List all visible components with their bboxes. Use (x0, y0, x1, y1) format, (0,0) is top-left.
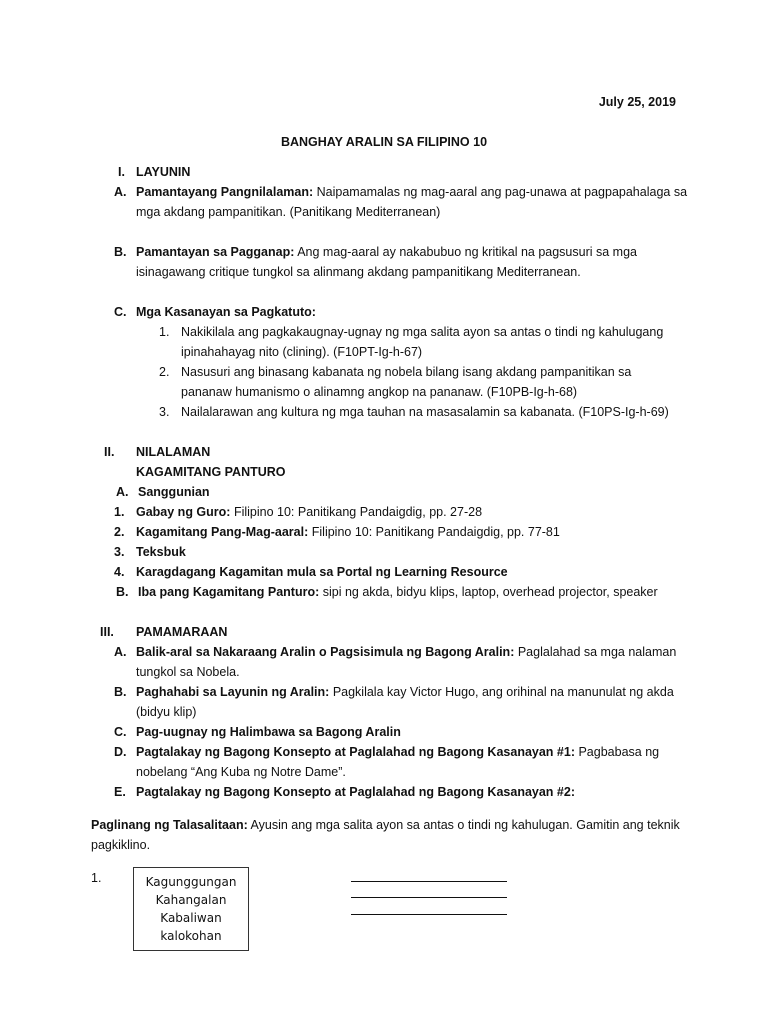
vocabulary-line1 (91, 815, 680, 835)
competency-3-number: 3. (159, 405, 170, 419)
procedure-d-text: Pagbabasa ng (578, 745, 660, 759)
procedure-d-title: Pagtalakay ng Bagong Konsepto at Paglalahad ng Bagong Kasanayan #1: (136, 745, 575, 759)
procedure-b-line1 (136, 682, 674, 702)
answer-blank-3[interactable] (351, 914, 507, 915)
section-1-heading: LAYUNIN (136, 165, 191, 179)
procedure-b-text: Pagkilala kay Victor Hugo, ang orihinal na manunulat ng akda (332, 685, 674, 699)
resource-1-text: Filipino 10: Panitikang Pandaigdig, pp. 27-28 (233, 505, 483, 519)
resource-1-title: Gabay ng Guro: (136, 505, 231, 519)
objective-a-title: Pamantayang Pangnilalaman: (136, 185, 314, 199)
competency-1-line2: ipinahahayag nito (clining). (F10PT-Ig-h-67) (181, 345, 423, 359)
resource-3-number: 3. (114, 545, 125, 559)
objective-b-label: B. (114, 245, 127, 259)
competency-1-line1: Nakikilala ang pagkakaugnay-ugnay ng mga salita ayon sa antas o tindi ng kahulugang (181, 325, 664, 339)
answer-blank-2[interactable] (351, 897, 507, 898)
vocabulary-line2: pagkiklino. (91, 838, 151, 852)
word-2: Kahangalan (155, 893, 227, 907)
answer-blank-1[interactable] (351, 881, 507, 882)
procedure-e-label: E. (114, 785, 126, 799)
objective-a-text: Naipamamalas ng mag-aaral ang pag-unawa at pagpapahalaga sa (316, 185, 688, 199)
objective-b-text: Ang mag-aaral ay nakabubuo ng kritikal na pagsusuri sa mga (297, 245, 637, 259)
exercise-1-number: 1. (91, 871, 102, 885)
procedure-a-line1 (136, 642, 676, 662)
resource-1-number: 1. (114, 505, 125, 519)
objective-c-title: Mga Kasanayan sa Pagkatuto: (136, 305, 316, 319)
objective-c-label: C. (114, 305, 127, 319)
procedure-a-label: A. (114, 645, 127, 659)
resource-2-number: 2. (114, 525, 125, 539)
objective-b-line2: isinagawang critique tungkol sa alinmang akdang pampanitikang Mediterranean. (136, 265, 581, 279)
vocabulary-title: Paglinang ng Talasalitaan: (91, 818, 248, 832)
competency-2-number: 2. (159, 365, 170, 379)
section-2-subheading: KAGAMITANG PANTURO (136, 465, 286, 479)
procedure-c-label: C. (114, 725, 127, 739)
content-a-label: A. (116, 485, 129, 499)
content-b-text: sipi ng akda, bidyu klips, laptop, overhead projector, speaker (322, 585, 658, 599)
section-3-number: III. (100, 625, 114, 639)
resource-2-text: Filipino 10: Panitikang Pandaigdig, pp. 77-81 (311, 525, 560, 539)
procedure-d-label: D. (114, 745, 127, 759)
content-b-label: B. (116, 585, 129, 599)
resource-2-title: Kagamitang Pang-Mag-aaral: (136, 525, 309, 539)
procedure-c-title: Pag-uugnay ng Halimbawa sa Bagong Aralin (136, 725, 401, 739)
resource-4-title: Karagdagang Kagamitan mula sa Portal ng Learning Resource (136, 565, 508, 579)
section-1-number: I. (118, 165, 125, 179)
procedure-d-line1 (136, 742, 659, 762)
procedure-a-line2: tungkol sa Nobela. (136, 665, 240, 679)
vocabulary-instruction: Ayusin ang mga salita ayon sa antas o tindi ng kahulugan. Gamitin ang teknik (250, 818, 680, 832)
word-4: kalokohan (160, 929, 222, 943)
objective-b-title: Pamantayan sa Pagganap: (136, 245, 295, 259)
content-b (138, 582, 658, 602)
content-b-title: Iba pang Kagamitang Panturo: (138, 585, 320, 599)
resource-4-number: 4. (114, 565, 125, 579)
document-title: BANGHAY ARALIN SA FILIPINO 10 (280, 135, 488, 149)
section-2-heading: NILALAMAN (136, 445, 211, 459)
document-date: July 25, 2019 (598, 95, 676, 109)
competency-1-number: 1. (159, 325, 170, 339)
resource-1 (136, 502, 482, 522)
competency-2-line1: Nasusuri ang binasang kabanata ng nobela bilang isang akdang pampanitikan sa (181, 365, 632, 379)
word-box (133, 867, 249, 951)
competency-2-line2: pananaw humanismo o alinamng angkop na pananaw. (F10PB-Ig-h-68) (181, 385, 578, 399)
procedure-a-title: Balik-aral sa Nakaraang Aralin o Pagsisimula ng Bagong Aralin: (136, 645, 515, 659)
word-3: Kabaliwan (160, 911, 222, 925)
procedure-d-line2: nobelang “Ang Kuba ng Notre Dame”. (136, 765, 346, 779)
section-3-heading: PAMAMARAAN (136, 625, 228, 639)
content-a-text: Sanggunian (138, 485, 210, 499)
objective-b-line1 (136, 242, 637, 262)
resource-3-title: Teksbuk (136, 545, 186, 559)
objective-a-line2: mga akdang pampanitikan. (Panitikang Mediterranean) (136, 205, 441, 219)
procedure-b-title: Paghahabi sa Layunin ng Aralin: (136, 685, 330, 699)
competency-3-line1: Nailalarawan ang kultura ng mga tauhan na masasalamin sa kabanata. (F10PS-Ig-h-69) (181, 405, 669, 419)
procedure-b-label: B. (114, 685, 127, 699)
resource-2 (136, 522, 560, 542)
section-2-number: II. (104, 445, 115, 459)
procedure-b-line2: (bidyu klip) (136, 705, 197, 719)
procedure-a-text: Paglalahad sa mga nalaman (517, 645, 677, 659)
procedure-e-title: Pagtalakay ng Bagong Konsepto at Paglalahad ng Bagong Kasanayan #2: (136, 785, 575, 799)
word-1: Kagunggungan (145, 875, 237, 889)
objective-a-label: A. (114, 185, 127, 199)
objective-a-line1 (136, 182, 687, 202)
